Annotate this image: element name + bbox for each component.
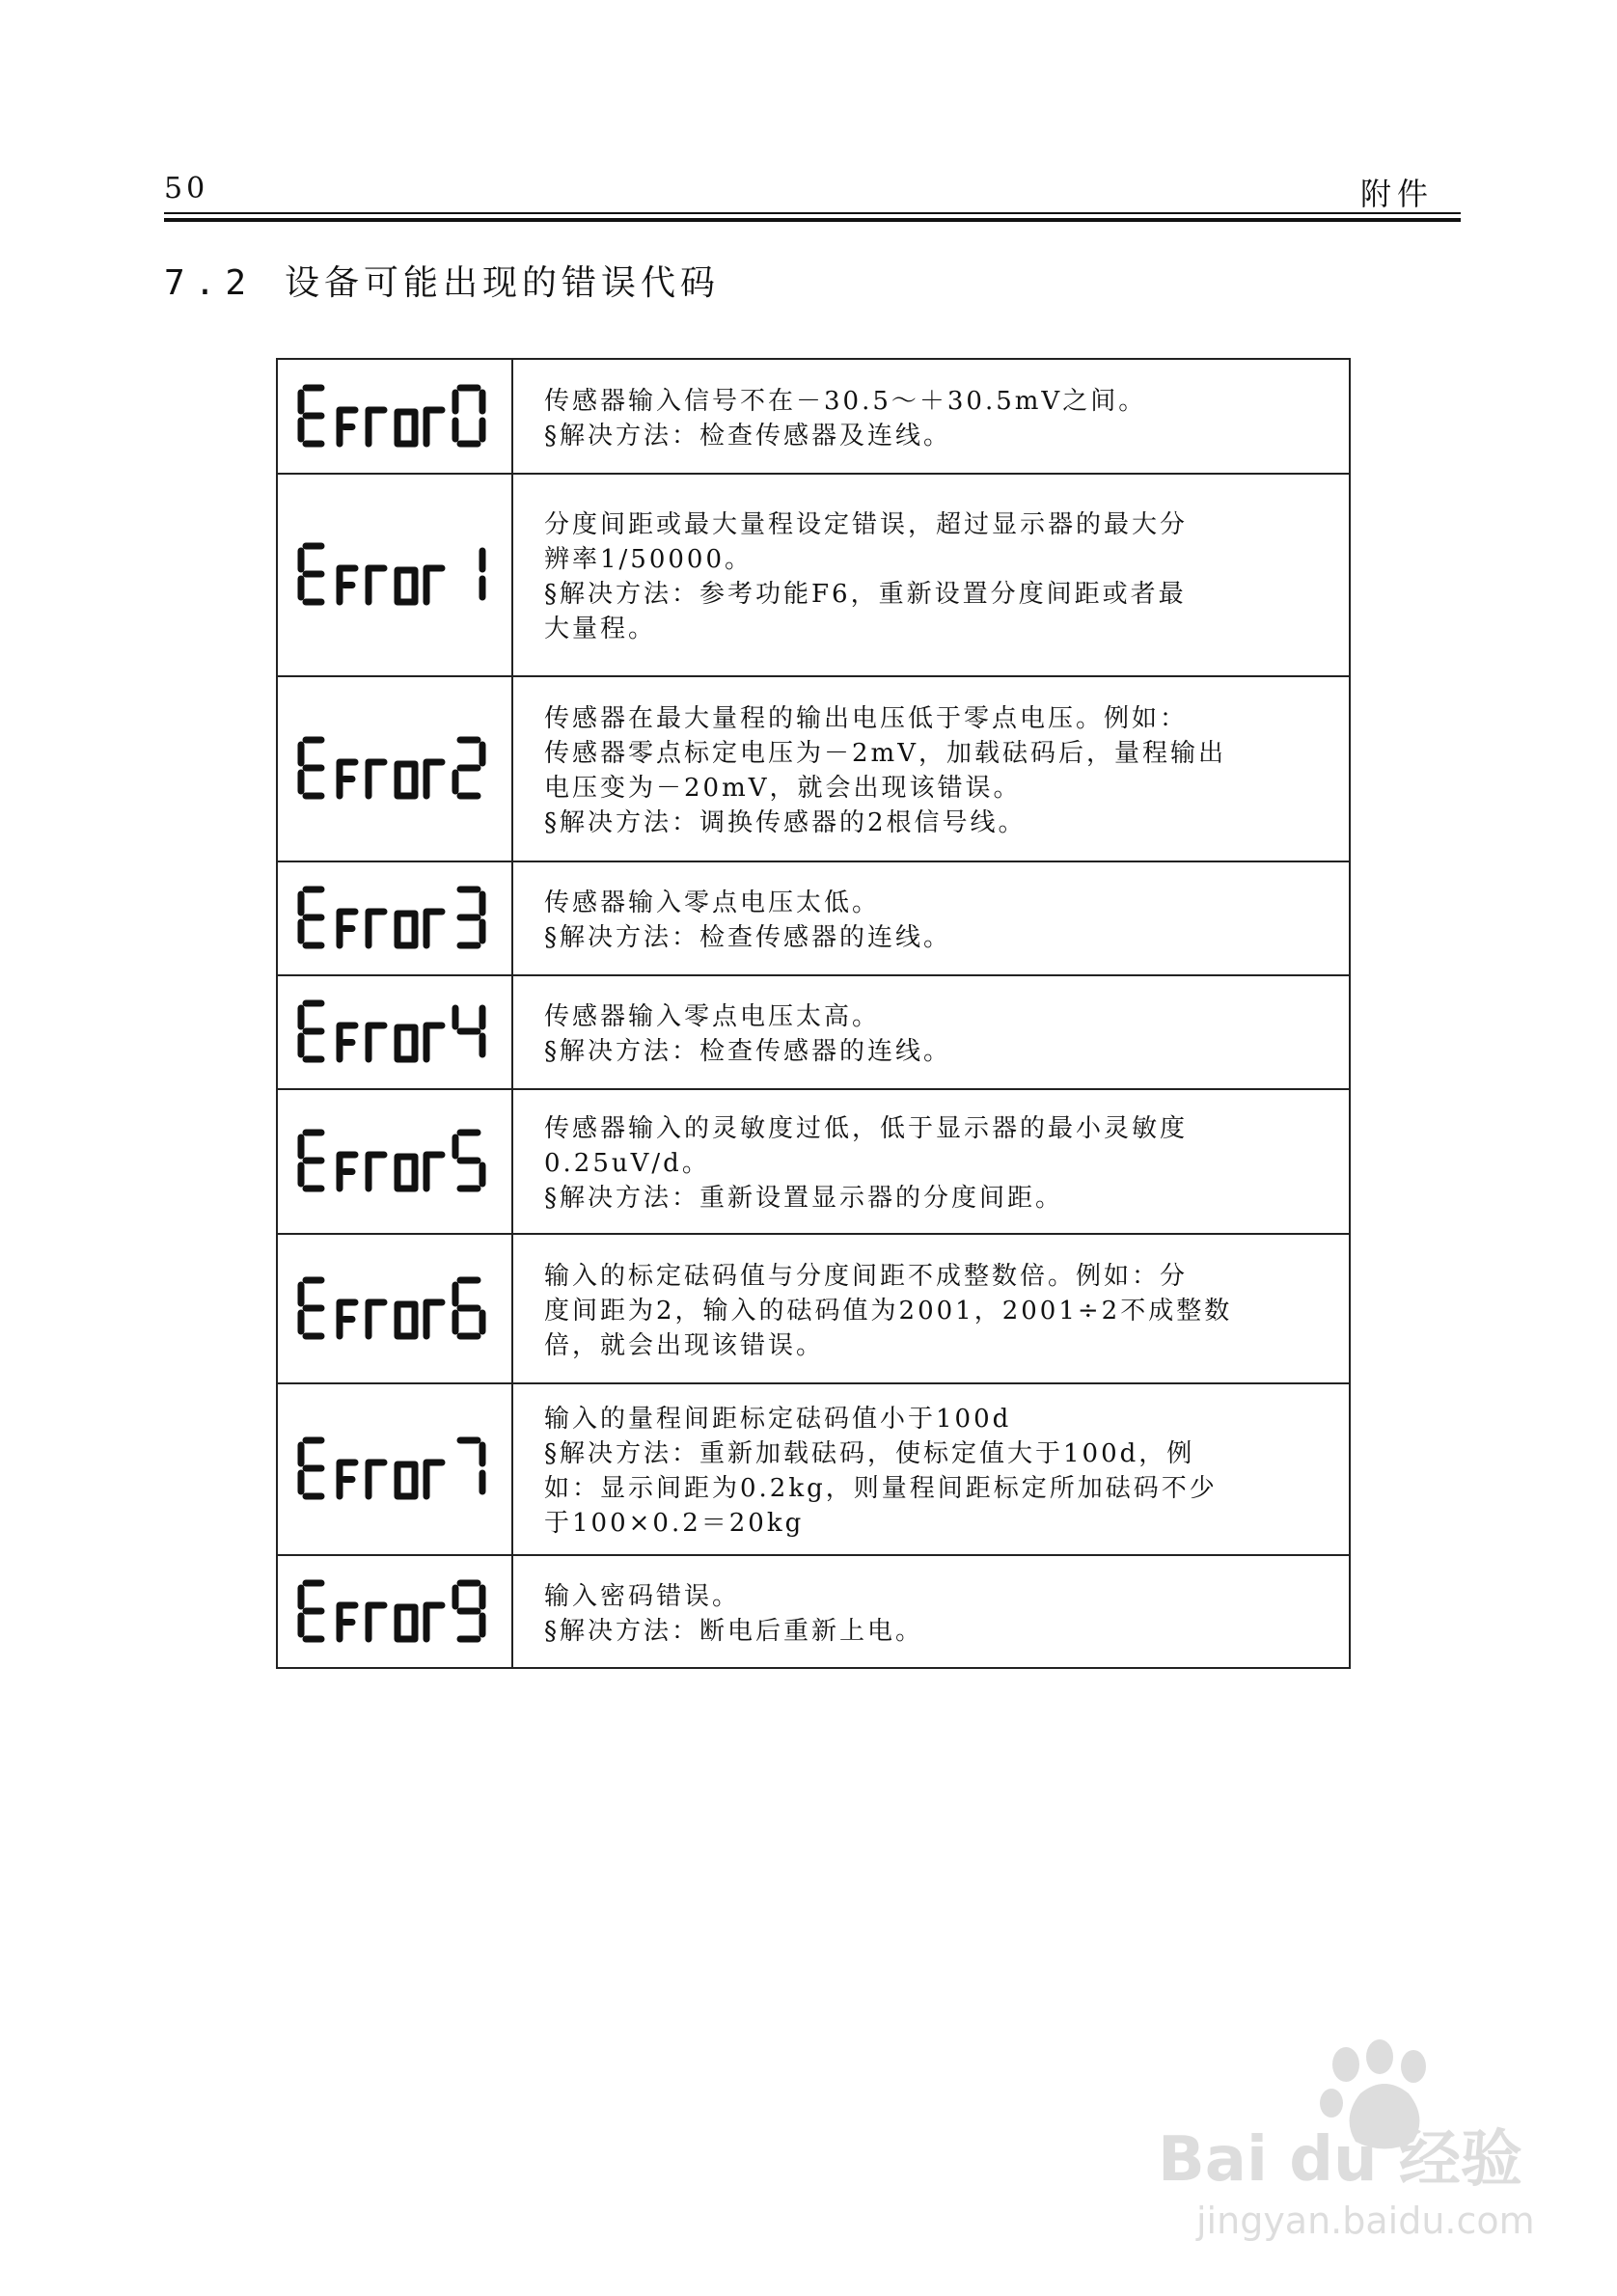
error-code-display: [278, 475, 513, 675]
description-line: §解决方法：检查传感器的连线。: [544, 1037, 952, 1066]
watermark-url: jingyan.baidu.com: [1196, 2200, 1535, 2242]
description-line: 如：显示间距为0.2kg，则量程间距标定所加砝码不少: [544, 1474, 1218, 1503]
description-line: §解决方法：调换传感器的2根信号线。: [544, 808, 1027, 837]
seven-segment-code: [297, 536, 500, 614]
description-line: 输入密码错误。: [544, 1581, 741, 1611]
error-description: [513, 360, 1349, 473]
page-number: 50: [164, 172, 209, 205]
error-description: [513, 1090, 1349, 1233]
seven-segment-code: [297, 1573, 500, 1651]
table-row: [278, 360, 1349, 473]
table-row: [278, 1554, 1349, 1667]
description-line: 传感器输入零点电压太高。: [544, 1002, 881, 1031]
description-line: §解决方法：检查传感器的连线。: [544, 923, 952, 952]
description-line: §解决方法：断电后重新上电。: [544, 1616, 924, 1646]
description-line: §解决方法：重新设置显示器的分度间距。: [544, 1184, 1064, 1213]
watermark-brand: Bai du 经验: [1158, 2124, 1522, 2196]
description-line: 传感器输入的灵敏度过低，低于显示器的最小灵敏度: [544, 1114, 1189, 1143]
seven-segment-code: [297, 1271, 500, 1348]
section-number: 7.2: [164, 263, 257, 303]
description-line: 度间距为2，输入的砝码值为2001，2001÷2不成整数: [544, 1296, 1233, 1326]
section-title-text: 设备可能出现的错误代码: [285, 263, 721, 303]
description-line: 0.25uV/d。: [544, 1149, 710, 1178]
description-line: §解决方法：重新加载砝码，使标定值大于100d，例: [544, 1439, 1195, 1468]
description-line: §解决方法：参考功能F6，重新设置分度间距或者最: [544, 580, 1187, 609]
running-head: 附件: [1359, 176, 1434, 212]
header-rule-thin: [164, 212, 1461, 214]
error-code-display: [278, 1556, 513, 1667]
description-line: 大量程。: [544, 615, 657, 643]
description-line: 传感器输入信号不在－30.5～＋30.5mV之间。: [544, 386, 1147, 416]
table-row: [278, 675, 1349, 861]
table-row: [278, 1088, 1349, 1233]
error-code-display: [278, 360, 513, 473]
table-row: [278, 1233, 1349, 1382]
error-description: [513, 475, 1349, 675]
seven-segment-code: [297, 880, 500, 957]
error-code-table: [276, 358, 1351, 1669]
error-description: [513, 1384, 1349, 1554]
error-code-display: [278, 1090, 513, 1233]
description-line: 电压变为－20mV，就会出现该错误。: [544, 774, 1022, 803]
table-row: [278, 1382, 1349, 1554]
seven-segment-code: [297, 378, 500, 455]
section-title: [164, 256, 720, 305]
error-description: [513, 677, 1349, 861]
description-line: 输入的量程间距标定砝码值小于100d: [544, 1405, 1012, 1434]
error-description: [513, 976, 1349, 1088]
table-row: [278, 473, 1349, 675]
description-line: 辨率1/50000。: [544, 545, 754, 574]
description-line: 传感器输入零点电压太低。: [544, 888, 881, 917]
description-line: §解决方法：检查传感器及连线。: [544, 421, 952, 451]
table-row: [278, 974, 1349, 1088]
error-code-display: [278, 862, 513, 974]
seven-segment-code: [297, 994, 500, 1071]
description-line: 倍，就会出现该错误。: [544, 1330, 825, 1360]
description-line: 传感器零点标定电压为－2mV，加载砝码后，量程输出: [544, 739, 1226, 768]
error-code-display: [278, 1235, 513, 1382]
table-row: [278, 861, 1349, 974]
description-line: 输入的标定砝码值与分度间距不成整数倍。例如：分: [544, 1261, 1189, 1291]
description-line: 传感器在最大量程的输出电压低于零点电压。例如：: [544, 704, 1189, 733]
seven-segment-code: [297, 730, 500, 807]
error-description: [513, 1556, 1349, 1667]
seven-segment-code: [297, 1123, 500, 1200]
error-code-display: [278, 1384, 513, 1554]
baidu-jingyan-watermark: [1138, 2036, 1544, 2248]
description-line: 于100×0.2＝20kg: [544, 1509, 805, 1538]
error-description: [513, 862, 1349, 974]
error-code-display: [278, 976, 513, 1088]
seven-segment-code: [297, 1431, 500, 1508]
error-description: [513, 1235, 1349, 1382]
error-code-display: [278, 677, 513, 861]
header-rule-thick: [164, 218, 1461, 222]
description-line: 分度间距或最大量程设定错误，超过显示器的最大分: [544, 510, 1189, 539]
